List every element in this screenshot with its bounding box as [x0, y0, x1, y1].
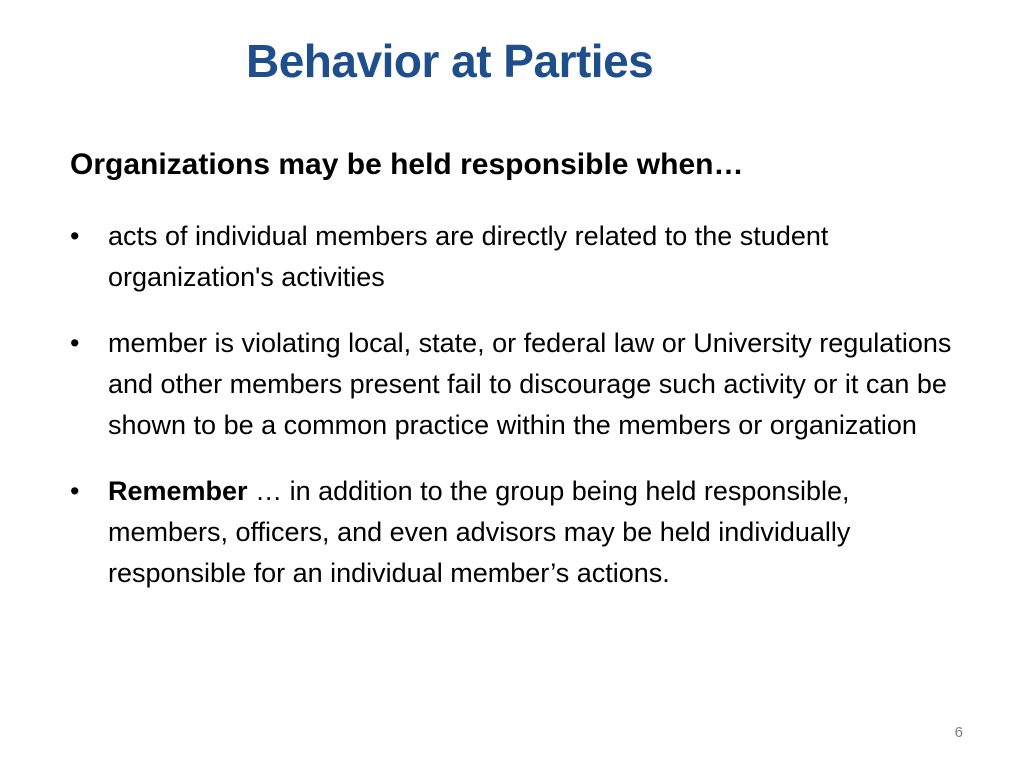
bullet-item-remember — [70, 471, 970, 594]
slide-subheading: Organizations may be held responsible when… — [70, 148, 744, 181]
bullet-icon: • — [70, 476, 80, 506]
bullet-text: member is violating local, state, or federal law or University regulations and other members present fail to discourage such activity or it can be shown to be a common practice within the members or organization — [108, 328, 952, 440]
remember-label: Remember — [108, 476, 248, 506]
bullet-item-violation — [70, 323, 970, 446]
page-number: 6 — [954, 724, 963, 741]
bullet-item-acts — [70, 216, 970, 298]
bullet-icon: • — [70, 221, 80, 251]
bullet-text: … in addition to the group being held responsible, members, officers, and even advisors may be held individually responsible for an individual member’s actions. — [108, 476, 851, 588]
bullet-list — [70, 216, 970, 619]
slide-title: Behavior at Parties — [246, 35, 654, 87]
bullet-icon: • — [70, 328, 80, 358]
bullet-text: acts of individual members are directly related to the student organization's activities — [108, 221, 829, 292]
